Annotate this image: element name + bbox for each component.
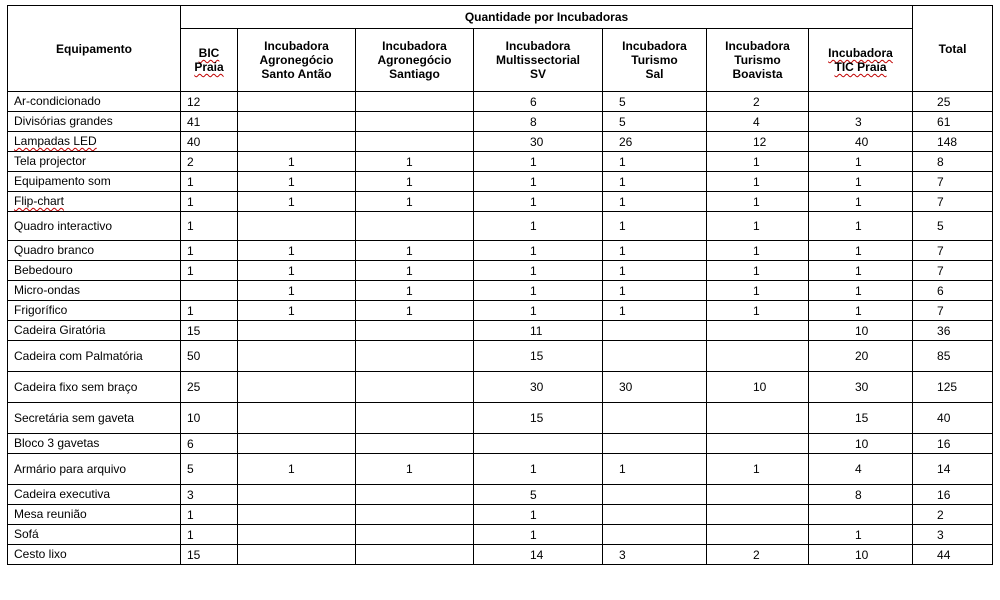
quantity-cell xyxy=(181,281,238,301)
quantity-cell: 15 xyxy=(809,403,913,434)
quantity-cell: 1 xyxy=(474,454,603,485)
table-row xyxy=(8,172,993,192)
total-cell: 85 xyxy=(913,341,993,372)
quantity-cell xyxy=(356,341,474,372)
quantity-cell: 41 xyxy=(181,112,238,132)
quantity-cell xyxy=(707,341,809,372)
quantity-cell: 1 xyxy=(707,454,809,485)
equipment-name: Cesto lixo xyxy=(14,547,67,561)
table-row xyxy=(8,112,993,132)
table-row xyxy=(8,341,993,372)
quantity-cell: 1 xyxy=(474,505,603,525)
quantity-cell: 15 xyxy=(474,403,603,434)
quantity-cell xyxy=(356,321,474,341)
equipment-name: Divisórias grandes xyxy=(14,114,113,128)
quantity-cell: 5 xyxy=(181,454,238,485)
table-row xyxy=(8,372,993,403)
column-header-line: Incubadora xyxy=(622,39,687,53)
equipment-name: Cadeira com Palmatória xyxy=(14,348,143,363)
quantity-cell xyxy=(238,321,356,341)
table-row xyxy=(8,454,993,485)
quantity-cell: 1 xyxy=(181,212,238,241)
quantity-cell: 10 xyxy=(707,372,809,403)
quantity-cell: 5 xyxy=(474,485,603,505)
column-header-line: Praia xyxy=(194,60,224,74)
quantity-cell: 14 xyxy=(474,545,603,565)
column-header-7 xyxy=(809,29,913,92)
quantity-cell: 20 xyxy=(809,341,913,372)
equipment-name: Mesa reunião xyxy=(14,507,87,521)
quantity-cell xyxy=(238,485,356,505)
quantity-cell: 1 xyxy=(356,152,474,172)
column-header-2 xyxy=(238,29,356,92)
quantity-cell xyxy=(707,505,809,525)
equipment-name-cell xyxy=(8,281,181,301)
quantity-cell: 1 xyxy=(238,192,356,212)
quantity-cell xyxy=(603,505,707,525)
quantity-cell: 5 xyxy=(603,92,707,112)
total-cell: 61 xyxy=(913,112,993,132)
quantity-cell: 1 xyxy=(603,281,707,301)
equipment-name-cell xyxy=(8,434,181,454)
table-row xyxy=(8,192,993,212)
quantity-cell: 15 xyxy=(474,341,603,372)
quantity-cell: 1 xyxy=(474,172,603,192)
column-header-line: Sal xyxy=(645,67,664,81)
quantity-cell: 1 xyxy=(474,525,603,545)
quantity-cell: 1 xyxy=(238,172,356,192)
total-cell: 3 xyxy=(913,525,993,545)
total-cell: 40 xyxy=(913,403,993,434)
quantity-cell: 15 xyxy=(181,321,238,341)
equipment-name: Cadeira executiva xyxy=(14,487,111,501)
quantity-cell xyxy=(707,321,809,341)
quantity-cell: 1 xyxy=(356,454,474,485)
quantity-cell xyxy=(356,403,474,434)
total-cell: 125 xyxy=(913,372,993,403)
equipment-name: Quadro interactivo xyxy=(14,218,113,233)
total-cell: 6 xyxy=(913,281,993,301)
quantity-cell: 1 xyxy=(809,301,913,321)
quantity-cell: 1 xyxy=(603,241,707,261)
equipment-name: Bebedouro xyxy=(14,263,73,277)
quantity-cell: 1 xyxy=(809,152,913,172)
column-header-line: Agronegócio xyxy=(259,53,334,67)
quantity-cell xyxy=(356,212,474,241)
column-header-line: Incubadora xyxy=(382,39,447,53)
column-header-5 xyxy=(603,29,707,92)
quantity-cell xyxy=(356,485,474,505)
table-row xyxy=(8,321,993,341)
equipment-name: Equipamento som xyxy=(14,174,111,188)
quantity-cell: 1 xyxy=(603,212,707,241)
table-row xyxy=(8,485,993,505)
table-row xyxy=(8,301,993,321)
quantity-cell: 1 xyxy=(809,281,913,301)
column-header-line: Incubadora xyxy=(828,46,893,60)
total-cell: 25 xyxy=(913,92,993,112)
equipment-table xyxy=(7,5,993,565)
table-row xyxy=(8,261,993,281)
column-header-line: SV xyxy=(529,67,546,81)
equipment-name: Sofá xyxy=(14,527,39,541)
quantity-cell: 1 xyxy=(809,261,913,281)
quantity-cell: 1 xyxy=(356,172,474,192)
quantity-cell xyxy=(809,92,913,112)
group-header: Quantidade por Incubadoras xyxy=(181,6,913,29)
quantity-cell xyxy=(356,505,474,525)
quantity-cell xyxy=(238,403,356,434)
equipment-table-container xyxy=(7,5,993,565)
equipment-name-cell xyxy=(8,321,181,341)
equipment-name: Lampadas LED xyxy=(14,134,97,148)
quantity-cell: 1 xyxy=(603,172,707,192)
total-cell: 7 xyxy=(913,261,993,281)
quantity-cell: 3 xyxy=(181,485,238,505)
quantity-cell: 10 xyxy=(181,403,238,434)
quantity-cell: 1 xyxy=(238,152,356,172)
table-row xyxy=(8,241,993,261)
quantity-cell: 1 xyxy=(238,454,356,485)
quantity-cell xyxy=(238,434,356,454)
table-row xyxy=(8,132,993,152)
equipment-name: Cadeira fixo sem braço xyxy=(14,379,138,394)
quantity-cell xyxy=(238,92,356,112)
quantity-cell: 1 xyxy=(356,192,474,212)
total-cell: 5 xyxy=(913,212,993,241)
column-header-line: Multissectorial xyxy=(495,53,581,67)
quantity-cell: 26 xyxy=(603,132,707,152)
quantity-cell: 6 xyxy=(181,434,238,454)
quantity-cell: 6 xyxy=(474,92,603,112)
quantity-cell xyxy=(707,485,809,505)
quantity-cell xyxy=(603,341,707,372)
quantity-cell: 1 xyxy=(707,241,809,261)
quantity-cell xyxy=(356,525,474,545)
quantity-cell xyxy=(809,505,913,525)
equipment-name-cell xyxy=(8,341,181,372)
column-header-4 xyxy=(474,29,603,92)
table-row xyxy=(8,434,993,454)
table-row xyxy=(8,152,993,172)
total-cell: 7 xyxy=(913,301,993,321)
quantity-cell xyxy=(707,403,809,434)
equipment-name-cell xyxy=(8,301,181,321)
quantity-cell: 1 xyxy=(181,241,238,261)
equipment-name-cell xyxy=(8,485,181,505)
equipment-name-cell xyxy=(8,241,181,261)
equipment-name: Micro-ondas xyxy=(14,283,81,297)
equipment-name: Bloco 3 gavetas xyxy=(14,436,100,450)
table-row xyxy=(8,92,993,112)
total-header: Total xyxy=(913,6,993,92)
column-header-line: Turismo xyxy=(631,53,678,67)
quantity-cell: 1 xyxy=(238,241,356,261)
equipment-name-cell xyxy=(8,192,181,212)
column-header-line: Santo Antão xyxy=(261,67,332,81)
equipment-name: Ar-condicionado xyxy=(14,94,101,108)
column-header-1 xyxy=(181,29,238,92)
quantity-cell: 30 xyxy=(809,372,913,403)
quantity-cell: 1 xyxy=(707,172,809,192)
total-cell: 16 xyxy=(913,434,993,454)
quantity-cell: 1 xyxy=(356,241,474,261)
quantity-cell: 1 xyxy=(238,281,356,301)
equipment-name-cell xyxy=(8,372,181,403)
quantity-cell: 1 xyxy=(603,192,707,212)
column-header-line: Incubadora xyxy=(725,39,790,53)
quantity-cell: 8 xyxy=(809,485,913,505)
quantity-cell: 1 xyxy=(181,172,238,192)
quantity-cell: 30 xyxy=(603,372,707,403)
column-header-line: Agronegócio xyxy=(377,53,452,67)
equipment-name: Frigorífico xyxy=(14,303,68,317)
quantity-cell: 40 xyxy=(809,132,913,152)
quantity-cell: 15 xyxy=(181,545,238,565)
total-cell: 36 xyxy=(913,321,993,341)
equipment-name: Secretária sem gaveta xyxy=(14,410,135,425)
quantity-cell: 1 xyxy=(181,525,238,545)
equipment-name-cell xyxy=(8,454,181,485)
quantity-cell: 3 xyxy=(809,112,913,132)
quantity-cell: 1 xyxy=(238,261,356,281)
quantity-cell xyxy=(238,545,356,565)
quantity-cell: 1 xyxy=(238,301,356,321)
quantity-cell: 1 xyxy=(707,261,809,281)
quantity-cell: 1 xyxy=(809,241,913,261)
column-header-line: Boavista xyxy=(732,67,783,81)
quantity-cell: 10 xyxy=(809,321,913,341)
column-header-line: Santiago xyxy=(389,67,440,81)
quantity-cell: 50 xyxy=(181,341,238,372)
quantity-cell: 1 xyxy=(707,192,809,212)
quantity-cell: 30 xyxy=(474,372,603,403)
quantity-cell: 5 xyxy=(603,112,707,132)
quantity-cell: 1 xyxy=(603,261,707,281)
table-row xyxy=(8,525,993,545)
equipment-name-cell xyxy=(8,212,181,241)
quantity-cell xyxy=(238,212,356,241)
quantity-cell: 1 xyxy=(707,212,809,241)
quantity-cell xyxy=(238,341,356,372)
equipment-name-cell xyxy=(8,172,181,192)
quantity-cell xyxy=(603,403,707,434)
equipment-name-cell xyxy=(8,112,181,132)
equipment-name: Tela projector xyxy=(14,154,87,168)
quantity-cell: 1 xyxy=(181,261,238,281)
quantity-cell: 1 xyxy=(474,301,603,321)
quantity-cell: 1 xyxy=(181,301,238,321)
quantity-cell: 40 xyxy=(181,132,238,152)
column-header-line: Turismo xyxy=(734,53,781,67)
quantity-cell xyxy=(238,505,356,525)
quantity-cell: 8 xyxy=(474,112,603,132)
quantity-cell: 2 xyxy=(707,92,809,112)
total-cell: 148 xyxy=(913,132,993,152)
quantity-cell: 1 xyxy=(181,505,238,525)
quantity-cell: 1 xyxy=(474,212,603,241)
quantity-cell: 1 xyxy=(474,241,603,261)
quantity-cell xyxy=(356,92,474,112)
equipment-name-cell xyxy=(8,545,181,565)
column-header-line: BIC xyxy=(198,46,220,60)
quantity-cell: 25 xyxy=(181,372,238,403)
equipment-name-cell xyxy=(8,403,181,434)
quantity-cell: 4 xyxy=(707,112,809,132)
table-row xyxy=(8,281,993,301)
quantity-cell xyxy=(603,434,707,454)
quantity-cell: 1 xyxy=(707,152,809,172)
equipment-name-cell xyxy=(8,525,181,545)
total-cell: 7 xyxy=(913,241,993,261)
quantity-cell xyxy=(356,112,474,132)
total-cell: 14 xyxy=(913,454,993,485)
column-header-3 xyxy=(356,29,474,92)
table-row xyxy=(8,403,993,434)
equipment-name-cell xyxy=(8,505,181,525)
table-row xyxy=(8,545,993,565)
column-header-line: Incubadora xyxy=(264,39,329,53)
column-header-line: TIC Praia xyxy=(834,60,887,74)
table-row xyxy=(8,212,993,241)
equipment-name: Armário para arquivo xyxy=(14,461,127,476)
quantity-cell: 30 xyxy=(474,132,603,152)
equipment-name-cell xyxy=(8,92,181,112)
quantity-cell xyxy=(707,434,809,454)
equipment-name-cell xyxy=(8,132,181,152)
quantity-cell: 1 xyxy=(809,192,913,212)
quantity-cell: 1 xyxy=(474,192,603,212)
quantity-cell: 11 xyxy=(474,321,603,341)
quantity-cell: 1 xyxy=(356,281,474,301)
quantity-cell: 10 xyxy=(809,545,913,565)
quantity-cell xyxy=(603,485,707,505)
quantity-cell: 1 xyxy=(356,261,474,281)
quantity-cell: 10 xyxy=(809,434,913,454)
quantity-cell: 1 xyxy=(356,301,474,321)
equipment-name: Cadeira Giratória xyxy=(14,323,106,337)
quantity-cell: 2 xyxy=(707,545,809,565)
quantity-cell: 1 xyxy=(603,454,707,485)
quantity-cell: 1 xyxy=(181,192,238,212)
quantity-cell xyxy=(356,132,474,152)
equipment-name: Flip-chart xyxy=(14,194,65,208)
quantity-cell: 2 xyxy=(181,152,238,172)
quantity-cell xyxy=(238,525,356,545)
quantity-cell: 1 xyxy=(474,152,603,172)
quantity-cell xyxy=(474,434,603,454)
quantity-cell: 3 xyxy=(603,545,707,565)
quantity-cell: 1 xyxy=(809,525,913,545)
quantity-cell: 1 xyxy=(603,152,707,172)
quantity-cell xyxy=(603,525,707,545)
quantity-cell xyxy=(356,434,474,454)
quantity-cell: 1 xyxy=(707,301,809,321)
quantity-cell xyxy=(356,372,474,403)
total-cell: 44 xyxy=(913,545,993,565)
total-cell: 2 xyxy=(913,505,993,525)
equipment-name-cell xyxy=(8,261,181,281)
total-cell: 7 xyxy=(913,192,993,212)
quantity-cell: 1 xyxy=(809,212,913,241)
equipment-header: Equipamento xyxy=(8,6,181,92)
quantity-cell xyxy=(707,525,809,545)
quantity-cell: 1 xyxy=(707,281,809,301)
quantity-cell: 1 xyxy=(474,261,603,281)
table-row xyxy=(8,505,993,525)
quantity-cell: 4 xyxy=(809,454,913,485)
quantity-cell: 1 xyxy=(603,301,707,321)
quantity-cell: 1 xyxy=(474,281,603,301)
equipment-name: Quadro branco xyxy=(14,243,95,257)
quantity-cell xyxy=(238,132,356,152)
quantity-cell: 1 xyxy=(809,172,913,192)
quantity-cell xyxy=(238,112,356,132)
table-body xyxy=(8,92,993,565)
total-cell: 8 xyxy=(913,152,993,172)
quantity-cell xyxy=(356,545,474,565)
quantity-cell xyxy=(238,372,356,403)
column-header-6 xyxy=(707,29,809,92)
total-cell: 7 xyxy=(913,172,993,192)
equipment-name-cell xyxy=(8,152,181,172)
quantity-cell: 12 xyxy=(707,132,809,152)
total-cell: 16 xyxy=(913,485,993,505)
column-header-line: Incubadora xyxy=(505,39,571,53)
quantity-cell: 12 xyxy=(181,92,238,112)
quantity-cell xyxy=(603,321,707,341)
